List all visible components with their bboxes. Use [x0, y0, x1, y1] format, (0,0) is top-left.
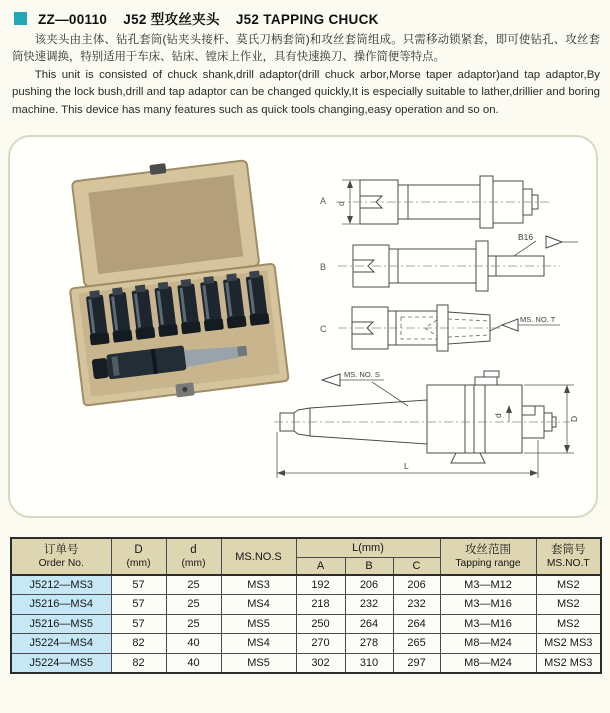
product-title-en: J52 TAPPING CHUCK	[235, 12, 379, 27]
cell-l-c: 264	[393, 614, 440, 634]
table-row	[11, 653, 601, 673]
cell-d: 25	[166, 614, 221, 634]
drawing-view-a	[298, 170, 583, 234]
cell-l-a: 250	[296, 614, 345, 634]
cell-order: J5224—MS4	[11, 634, 111, 654]
cell-D: 82	[111, 634, 166, 654]
cell-D: 57	[111, 575, 166, 595]
cell-order: J5212—MS3	[11, 575, 111, 595]
cell-l-b: 278	[345, 634, 393, 654]
cell-l-a: 302	[296, 653, 345, 673]
dim-length-label: L	[404, 461, 409, 471]
cell-sleeve: MS2 MS3	[536, 653, 601, 673]
col-order-no: 订单号 Order No.	[11, 538, 111, 575]
cell-l-a: 270	[296, 634, 345, 654]
cell-l-b: 264	[345, 614, 393, 634]
section-bullet-icon	[14, 12, 27, 25]
dim-d-label-a: d	[336, 201, 346, 206]
cell-ms-no-s: MS5	[221, 653, 296, 673]
drawing-assembly	[272, 358, 598, 486]
cell-l-c: 206	[393, 575, 440, 595]
col-l-b: B	[345, 557, 393, 575]
cell-order: J5216—MS4	[11, 595, 111, 615]
view-c-label: C	[320, 324, 327, 334]
table-row	[11, 614, 601, 634]
table-row	[11, 595, 601, 615]
cell-l-b: 232	[345, 595, 393, 615]
cell-D: 82	[111, 653, 166, 673]
cell-ms-no-s: MS4	[221, 595, 296, 615]
drawing-view-c	[298, 295, 603, 359]
cell-D: 57	[111, 614, 166, 634]
col-sleeve-no: 套筒号 MS.NO.T	[536, 538, 601, 575]
cell-d: 25	[166, 595, 221, 615]
cell-tapping: M3—M16	[440, 595, 536, 615]
ms-no-s-label: MS. NO. S	[344, 370, 380, 379]
spec-table	[10, 537, 602, 674]
col-l-a: A	[296, 557, 345, 575]
cell-l-c: 265	[393, 634, 440, 654]
cell-l-c: 232	[393, 595, 440, 615]
spec-table-header	[11, 538, 601, 575]
cell-d: 40	[166, 634, 221, 654]
cell-sleeve: MS2	[536, 575, 601, 595]
cell-l-a: 218	[296, 595, 345, 615]
drawing-view-b	[298, 232, 598, 298]
cell-tapping: M3—M12	[440, 575, 536, 595]
cell-d: 25	[166, 575, 221, 595]
cell-ms-no-s: MS4	[221, 634, 296, 654]
col-dim-big-d: D (mm)	[111, 538, 166, 575]
cell-sleeve: MS2 MS3	[536, 634, 601, 654]
description-en: This unit is consisted of chuck shank,drill adaptor(drill chuck arbor,Morse taper adaptor)and tap adaptor,By pushing the lock bush,drill and tap adaptor can be changed quickly,It is especially suitable to lather,drillier and boring machine. This device has many features such as quick tools changing,easy operation and so on.	[12, 68, 600, 116]
col-l-c: C	[393, 557, 440, 575]
cell-order: J5224—MS5	[11, 653, 111, 673]
col-l-group: L(mm)	[296, 538, 440, 557]
cell-sleeve: MS2	[536, 595, 601, 615]
cell-tapping: M8—M24	[440, 634, 536, 654]
cell-ms-no-s: MS3	[221, 575, 296, 595]
cell-D: 57	[111, 595, 166, 615]
dim-big-d-label: D	[569, 415, 579, 422]
product-photo	[48, 156, 300, 428]
cell-tapping: M3—M16	[440, 614, 536, 634]
col-ms-no-s: MS.NO.S	[221, 538, 296, 575]
view-b-label: B	[320, 262, 327, 272]
cell-d: 40	[166, 653, 221, 673]
cell-tapping: M8—M24	[440, 653, 536, 673]
col-dim-small-d: d (mm)	[166, 538, 221, 575]
cell-l-a: 192	[296, 575, 345, 595]
table-row	[11, 634, 601, 654]
dim-d-label-main: d	[493, 413, 503, 418]
table-row	[11, 575, 601, 595]
cell-sleeve: MS2	[536, 614, 601, 634]
description-block	[12, 32, 600, 119]
product-title-cn: J52 型攻丝夹头	[123, 12, 220, 27]
cell-l-c: 297	[393, 653, 440, 673]
page-header	[14, 8, 391, 28]
cell-l-b: 310	[345, 653, 393, 673]
cell-l-b: 206	[345, 575, 393, 595]
page-title	[38, 8, 391, 28]
b16-label: B16	[518, 232, 534, 242]
product-code: ZZ—00110	[38, 12, 108, 27]
ms-no-t-label: MS. NO. T	[520, 315, 556, 324]
col-tapping-range: 攻丝范围 Tapping range	[440, 538, 536, 575]
description-cn: 该夹头由主体、钻孔套筒(钻夹头接杆、莫氏刀柄套筒)和攻丝套筒组成。只需移动锁紧套，即可使钻孔、攻丝套筒快速调换，特别适用于车床、钻床、镗床上作业，具有快速换刀、操作简便等特点。	[12, 34, 600, 64]
view-a-label: A	[320, 196, 327, 206]
cell-ms-no-s: MS5	[221, 614, 296, 634]
cell-order: J5216—MS5	[11, 614, 111, 634]
